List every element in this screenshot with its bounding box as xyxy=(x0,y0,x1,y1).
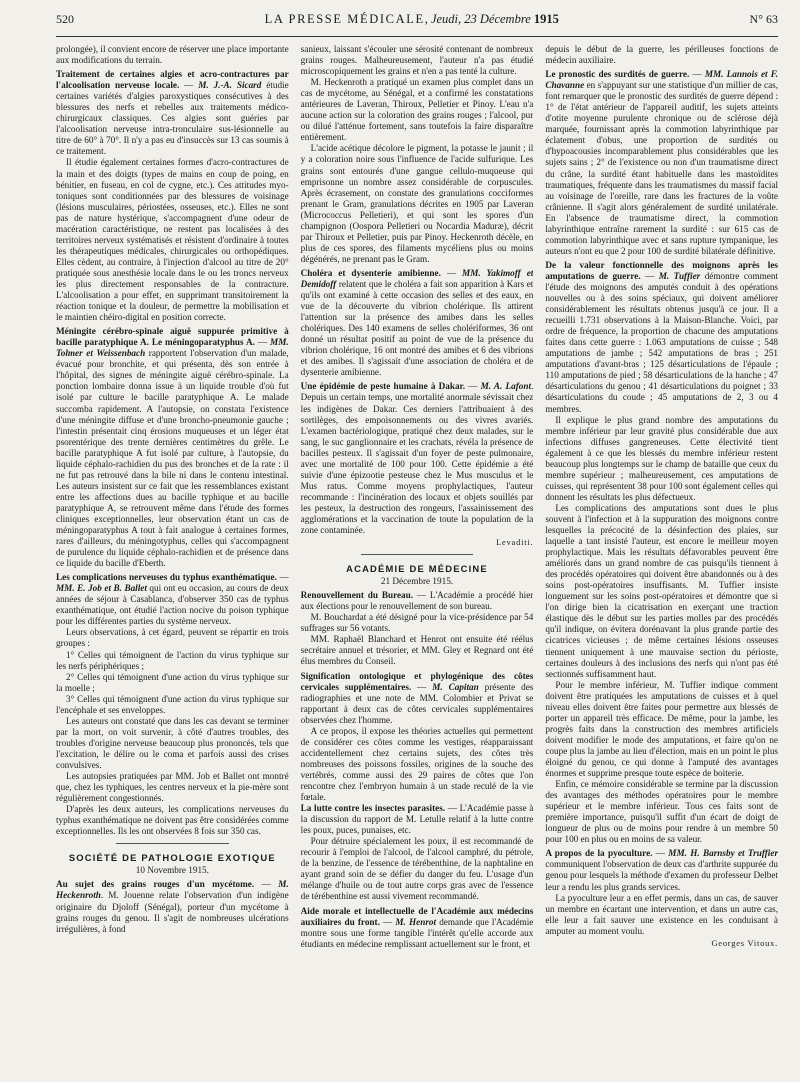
article-title: Traitement de certaines algies et acro-contractures par l'alcoolisation nerveuse locale. xyxy=(56,69,289,91)
article-capitan: Signification ontologique et phylogénique des côtes cervicales supplémentaires. — M. Capitan présente des radiographies et une note de MM. Colombier et Privat se rapportant à deux cas de côtes cervicales supplémentaires observées chez l'homme. xyxy=(300,670,534,725)
section-date: 21 Décembre 1915. xyxy=(380,576,454,587)
list-item: 1° Celles qui témoignent de l'action du virus typhique sur les nerfs périphériques ; xyxy=(56,649,289,671)
article-heckenroth: Au sujet des grains rouges d'un mycétome. — M. Heckenroth. M. Jouenne relate l'observation d'un indigène originaire du Djoloff (Sénégal), porteur d'un mycétome à grains rouges du genou. Il s'agit de nombreuses ulcérations irrégulières, à fond xyxy=(56,879,289,934)
article-title: Choléra et dysenterie amibienne. xyxy=(300,267,441,278)
article-text: M. Jouenne relate l'observation d'un indigène originaire du Djoloff (Sénégal), porteur d'un mycétome à grains rouges du genou. Il s'agit de nombreuses ulcérations irrégulières, à fond xyxy=(56,890,289,934)
article-text: présente des radiographies et une note de MM. Colombier et Privat se rapportant à deux cas de côtes cervicales supplémentaires observées chez l'homme. xyxy=(300,681,534,725)
article-title: La lutte contre les insectes parasites. xyxy=(300,803,446,814)
article-text: étudie certaines variétés d'algies paroxystiques consécutives à des blessures des nerfs et rebelles aux traitements médico-chirurgicaux classiques. Ces algies sont guéries par l'alcoolisation nerveuse intra-tronculaire sus-lésionnelle au titre de 60° à 70°. Il n'y a pas eu d'insuccès sur 13 cas soumis à ce traitement. xyxy=(56,80,289,157)
article-henrot: Aide morale et intellectuelle de l'Académie aux médecins auxiliaires du front. — M. Henrot demande que l'Académie montre sous une forme tangible l'intérêt qu'elle accorde aux étudiants en médecine remplissant actuellement sur le front, et xyxy=(300,905,534,949)
article-text: Depuis un certain temps, une mortalité anormale sévissait chez les indigènes de Dakar. Ces derniers l'attribuaient à des sortilèges, des empoisonnements ou des vivres avariés. L'examen bactériologique, pratiqué chez deux malades, sur le sang, le suc ganglionnaire et les crachats, révéla la présence de bacilles pesteux. Il s'agissait d'un foyer de peste pulmonaire, avec une mortalité de 100 pour 100. Cette épidémie a été suivie d'une épizootie pesteuse chez le Mus musculus et le Mus ratus. Comme moyens prophylactiques, l'auteur recommande : l'incinération des locaux et objets souillés par les pesteux, la destruction des rongeurs, l'assainissement des agglomérations et la vaccination de toute la population de la zone contaminée. xyxy=(300,392,534,536)
article-author: MM. Tolmer et Weissenbach xyxy=(56,337,289,359)
column-3 xyxy=(545,44,778,1074)
paragraph: Les auteurs ont constaté que dans les cas devant se terminer par la mort, on voit survenir, à côté d'autres troubles, des troubles d'origine nerveuse beaucoup plus prononcés, tels que l'excitation, le délire ou le coma et parfois aussi des crises convulsives. xyxy=(56,715,289,770)
paragraph: D'après les deux auteurs, les complications nerveuses du typhus exanthématique ne doivent pas être considérées comme exceptionnelles. Ils les ont observées 8 fois sur 350 cas. xyxy=(56,804,289,837)
article-author: M. Tuffier xyxy=(658,270,701,281)
article-title: Une épidémie de peste humaine à Dakar. xyxy=(300,381,466,392)
article-title: Aide morale et intellectuelle de l'Académie aux médecins auxiliaires du front. xyxy=(300,905,534,927)
article-title: Le pronostic des surdités de guerre. xyxy=(545,69,690,80)
article-barnsby: A propos de la pyoculture. — MM. H. Barnsby et Truffier communiquent l'observation de deux cas d'arthrite suppurée du genou pour lesquels la méthode d'examen du professeur Delbet leur a rendu les plus grands services. xyxy=(545,848,779,892)
article-title: Les complications nerveuses du typhus exanthématique. xyxy=(56,572,277,583)
signature: Georges Vitoux. xyxy=(711,938,779,948)
column-1 xyxy=(56,44,289,1074)
signature: Levaditi. xyxy=(496,538,534,548)
section-date: 10 Novembre 1915. xyxy=(135,865,209,876)
article-text: rapportent l'observation d'un malade, évacué pour bronchite, et qui présenta, dès son entrée à l'hôpital, des signes de méningite aiguë cérébro-spinale. La ponction lombaire donna issue à un liquide trouble d'où fut isolé par culture le bacille paratyphique A. Le malade succomba rapidement. A l'autopsie, on constata l'existence d'une méningite diffuse et d'une broncho-pneumonie gauche ; l'intestin présentait cinq érosions muqueuses et un léger état psorentérique des trente dernières centimètres du grêle. Le bacille paratyphique A fut isolé par culture, à l'autopsie, du liquide céphalo-rachidien du pus des bronches et de la rate : il ne fut pas retrouvé dans la bile ni dans le contenu intestinal. Les auteurs insistent sur ce fait que les ressemblances existant entre les affections dues au bacille typhique et au bacille paratyphique A, se retrouvent même dans l'étude des formes cliniques exceptionnelles, leur observation étant un cas de méningoparatyphus A tout à fait analogue à certaines formes, rares d'ailleurs, du méningotyphus, celles qui s'accompagnent de purulence du liquide céphalo-rachidien et de présence dans ce liquide du bacille d'Eberth. xyxy=(56,348,289,569)
paragraph: Il étudie également certaines formes d'acro-contractures de la main et des doigts (types de mains en coup de poing, en bénitier, en fuseau, en col de cygne, etc.). Ces attitudes myo-toniques sont conditionnées par des blessures de voisinage (lésions musculaires, périostées, osseuses, etc.). Elles ne sont pas de nature hystérique, s'accompagnent d'une odeur de macération caractéristique, ne restent pas localisées à des territoires nerveux systématisés et résistent d'ordinaire à toutes les thérapeutiques médicales, chirurgicales ou orthopédiques. Elles cèdent, au contraire, à l'injection d'alcool au titre de 20° pratiquée sous anesthésie locale dans le ou les troncs nerveux les plus directement responsables de la contracture. L'alcoolisation a pour effet, en supprimant transitoirement la réaction tonique et la douleur, de permettre la mobilisation et le maintien chéiro-digital en position correcte. xyxy=(56,157,289,323)
paragraph: Les autopsies pratiquées par MM. Job et Ballet ont montré que, chez les typhiques, les centres nerveux et la pie-mère sont régulièrement congestionnés. xyxy=(56,771,289,804)
page-number: 520 xyxy=(56,12,74,26)
journal-title-line: LA PRESSE MÉDICALE, Jeudi, 23 Décembre 1915 xyxy=(264,12,559,26)
article-author: MM. H. Barnsby et Truffier xyxy=(668,848,779,859)
article-yakimoff: Choléra et dysenterie amibienne. — MM. Yakimoff et Demidoff relatent que le choléra a fait son apparition à Kars et qu'ils ont examiné à cette occasion des selles et des eaux, en vue de la découverte du vibrion cholérique. Ils attirent l'attention sur la présence des amibes dans les selles cholériques. Des 140 examens de selles cholériformes, 36 ont donné un résultat positif au point de vue de la présence du vibrion cholérique, 16 ont montré des amibes et 6 des vibrions et des amibes. Il s'agissait d'une association de choléra et de dysenterie amibienne. xyxy=(300,267,534,378)
paragraph: M. Bouchardat a été désigné pour la vice-présidence par 54 suffrages sur 56 votants. xyxy=(300,612,534,634)
paragraph: A ce propos, il expose les théories actuelles qui permettent de considérer ces côtes comme les vestiges, réapparaissant accidentellement chez certains sujets, des côtes très nombreuses des poissons fossiles, origines de la souche des vertébrés, comme aussi des 29 paires de côtes que l'on rencontre chez l'embryon humain à un stade reculé de la vie fœtale. xyxy=(300,725,534,803)
article-text: communiquent l'observation de deux cas d'arthrite suppurée du genou pour lesquels la méthode d'examen du professeur Delbet leur a rendu les plus grands services. xyxy=(545,859,779,892)
paragraph: sanieux, laissant s'écouler une sérosité contenant de nombreux grains rouges. Malheureusement, l'auteur n'a pas étudié microscopiquement les grains et n'en a pas tenté la culture. xyxy=(300,44,534,77)
paragraph: Pour le membre inférieur, M. Tuffier indique comment doivent être pratiquées les amputations de cuisses et à quel niveau elles doivent être faites pour permettre aux blessés de porter un appareil très efficace. De même, pour la jambe, les progrès faits dans la construction des membres artificiels doivent modifier le mode des amputations, et faire qu'on ne coupe plus la jambe au lieu d'élection, mais en un point le plus éloigné du genou, ce qui donne à l'amputé des avantages énormes et supprime presque toute espèce de boiterie. xyxy=(545,679,779,779)
journal-name: LA PRESSE MÉDICALE xyxy=(264,12,425,26)
article-author: M. Capitan xyxy=(432,681,479,692)
article-lannois: Le pronostic des surdités de guerre. — MM. Lannois et F. Chavanne en s'appuyant sur une statistique d'un millier de cas, font remarquer que le pronostic des surdités de guerre dépend : 1° de l'état antérieur de l'appareil auditif, les sujets atteints d'otite moyenne purulente chronique ou de sclérose déjà marquée, fournissant après la commotion labyrinthique par éclatement d'obus, une proportion de surdités ou d'hypoacousies incomparablement plus considérables que les sujets sains ; 2° de l'existence ou non d'un traumatisme direct du crâne, la surdité étant habituelle dans les mastoïdites traumatiques, fréquente dans les traumatismes du massif facial au voisinage de l'oreille, rare dans les fractures de la voûte crânienne. Il s'agit alors généralement de surdité unilatérale. En l'absence de traumatisme direct, la commotion labyrinthique entraîne rarement la surdité : sur 615 cas de commotion labyrinthique avec et sans rupture tympanique, les auteurs n'ont eu que 2 pour 100 de surdité bilatérale définitive. xyxy=(545,69,779,256)
section-title: ACADÉMIE DE MÉDECINE xyxy=(346,563,488,575)
paragraph: MM. Raphaël Blanchard et Henrot ont ensuite été réélus secrétaire annuel et trésorier, et MM. Gley et Regnard ont été élus membres du Conseil. xyxy=(300,634,534,667)
column-2 xyxy=(301,44,534,1074)
article-author: MM. Lannois et F. Chavanne xyxy=(545,69,779,91)
article-title: A propos de la pyoculture. xyxy=(545,848,653,859)
article-text: L'Académie passe à la discussion du rapport de M. Letulle relatif à la lutte contre les poux, puces, punaises, etc. xyxy=(300,803,534,836)
paragraph: Leurs observations, à cet égard, peuvent se répartir en trois groupes : xyxy=(56,627,289,649)
article-tolmer: Méningite cérébro-spinale aiguë suppurée primitive à bacille paratyphique A. Le méningoparatyphus A. — MM. Tolmer et Weissenbach rapportent l'observation d'un malade, évacué pour bronchite, et qui présenta, dès son entrée à l'hôpital, des signes de méningite aiguë cérébro-spinale. La ponction lombaire donna issue à un liquide trouble d'où fut isolé par culture le bacille paratyphique A. Le malade succomba rapidement. A l'autopsie, on constata l'existence d'une méningite diffuse et d'une broncho-pneumonie gauche ; l'intestin présentait cinq érosions muqueuses et un léger état psorentérique des trente dernières centimètres du grêle. Le bacille paratyphique A fut isolé par culture, à l'autopsie, du liquide céphalo-rachidien du pus des bronches et de la rate : il ne fut pas retrouvé dans la bile ni dans le contenu intestinal. Les auteurs insistent sur ce fait que les ressemblances existant entre les affections dues au bacille typhique et au bacille paratyphique A, se retrouvent même dans l'étude des formes cliniques exceptionnelles, leur observation étant un cas de méningoparatyphus A tout à fait analogue à certaines formes, rares d'ailleurs, du méningotyphus, celles qui s'accompagnent de purulence du liquide céphalo-rachidien et de présence dans ce liquide du bacille d'Eberth. xyxy=(56,326,289,569)
paragraph: La pyoculture leur a en effet permis, dans un cas, de sauver un membre en écartant une intervention, et dans un autre cas, elle leur a fait sauver une existence en les conduisant à amputer au moment voulu. xyxy=(545,892,779,936)
paragraph: Enfin, ce mémoire considérable se termine par la discussion des avantages des méthodes opératoires pour le membre supérieur et le membre inférieur. Tous ces faits sont de première importance, puisqu'il suffit d'un écart de doigt de longueur de plus ou de moins pour rendre à un membre 50 pour 100 en plus ou en moins de sa valeur. xyxy=(545,779,779,845)
text-columns xyxy=(56,44,778,1074)
article-title: Renouvellement du Bureau. xyxy=(300,590,414,601)
article-tuffier: De la valeur fonctionnelle des moignons après les amputations de guerre. — M. Tuffier démontre comment l'étude des moignons des amputés conduit à des opérations nouvelles ou à des soins spéciaux, qui doivent améliorer considérablement les résultats obtenus jusqu'à ce jour. Il a recueilli 1.731 observations à la Maison-Blanche. Voici, par ordre de fréquence, la proportion de chacune des amputations faites dans cette guerre : 1.063 amputations de cuisse ; 548 amputations de jambe ; 542 amputations de bras ; 251 amputations d'avant-bras ; 125 désarticulations de l'épaule ; 110 amputations de pied ; 58 désarticulations de la hanche ; 47 désarticulations du genou ; 41 désarticulations du poignet ; 33 désarticulations du coude ; 45 amputations de 2, 3 ou 4 membres. xyxy=(545,259,779,414)
page-header xyxy=(56,12,778,34)
section-divider xyxy=(116,843,229,844)
article-author: M. Heckenroth xyxy=(56,879,289,901)
issue-date: Jeudi, 23 Décembre xyxy=(430,12,531,26)
header-rule xyxy=(56,36,778,37)
paragraph: Il explique le plus grand nombre des amputations du membre inférieur par leur gravité plus considérable due aux infections diffuses gangreneuses. Cette électivité tient également à ce que les blessés du membre inférieur restent beaucoup plus longtemps sur le champ de bataille que ceux du membre supérieur ; malheureusement, ces amputations de cuisses, qui représentent 38 pour 100 sont également celles qui donnent les résultats les plus défectueux. xyxy=(545,414,779,502)
issue-number: N° 63 xyxy=(749,12,778,26)
article-author: MM. E. Job et B. Ballet xyxy=(56,583,147,594)
article-job-ballet: Les complications nerveuses du typhus exanthématique. — MM. E. Job et B. Ballet qui ont eu occasion, au cours de deux années de séjour à Casablanca, d'observer 350 cas de typhus exanthématique, ont étudié l'action nocive du poison typhique pour les différentes parties du système nerveux. xyxy=(56,572,289,627)
article-sicard: Traitement de certaines algies et acro-contractures par l'alcoolisation nerveuse locale. — M. J.-A. Sicard étudie certaines variétés d'algies paroxystiques consécutives à des blessures des nerfs et rebelles aux traitements médico-chirurgicaux classiques. Ces algies sont guéries par l'alcoolisation nerveuse intra-tronculaire sus-lésionnelle au titre de 60° à 70°. Il n'y a pas eu d'insuccès sur 13 cas soumis à ce traitement. xyxy=(56,69,289,157)
list-item: 2° Celles qui témoignent d'une action du virus typhique sur la moelle ; xyxy=(56,671,289,693)
section-divider xyxy=(361,554,474,555)
article-author: M. A. Lafont xyxy=(480,381,532,392)
article-text: qui ont eu occasion, au cours de deux années de séjour à Casablanca, d'observer 350 cas de typhus exanthématique, ont étudié l'action nocive du poison typhique pour les différentes parties du système nerveux. xyxy=(56,583,289,627)
article-title: De la valeur fonctionnelle des moignons après les amputations de guerre. xyxy=(545,259,779,281)
section-title: SOCIÉTÉ DE PATHOLOGIE EXOTIQUE xyxy=(68,852,276,864)
paragraph: M. Heckenroth a pratiqué un examen plus complet dans un cas de mycétome, au Sénégal, et a confirmé les constatations antérieures de Laveran, Thiroux, Pelletier et Pinoy. L'eau n'a aucune action sur la coloration des grains rouges ; l'alcool, pur ou dilué l'atténue fortement, sans toutefois la faire disparaître entièrement. xyxy=(300,77,534,143)
article-bureau: Renouvellement du Bureau. — L'Académie a procédé hier aux élections pour le renouvellement de son bureau. xyxy=(300,590,534,612)
article-insectes: La lutte contre les insectes parasites. — L'Académie passe à la discussion du rapport de M. Letulle relatif à la lutte contre les poux, puces, punaises, etc. xyxy=(300,803,534,836)
article-text: demande que l'Académie montre sous une forme tangible l'intérêt qu'elle accorde aux étudiants en médecine remplissant actuellement sur le front, et xyxy=(300,916,534,949)
article-text: L'Académie a procédé hier aux élections pour le renouvellement de son bureau. xyxy=(300,590,534,612)
paragraph: Les complications des amputations sont dues le plus souvent à l'infection et à la suppuration des moignons contre lesquelles la précocité de la désinfection des plaies, sur laquelle a tant insisté l'auteur, est encore le meilleur moyen prophylactique. Mais les résultats défavorables peuvent être améliorés dans un grand nombre de cas puisqu'ils tiennent à des procédés opératoires qui doivent être abandonnés ou à des soins post-opératoires insuffisants. M. Tuffier insiste longuement sur les soins post-opératoires et démontre que si l'on dirige bien la cicatrisation en exerçant une traction élastique dès le début sur les parties molles par des procédés qu'il indique, on évitera dorénavant la plus grande partie des cicatrices vicieuses ; de même certaines lésions osseuses tiennent uniquement à une mauvaise section du périoste, certaines douleurs à des inclusions des nerfs qui n'ont pas été sectionnés suffisamment haut. xyxy=(545,502,779,679)
list-item: 3° Celles qui témoignent d'une action du virus typhique sur l'encéphale et ses enveloppes. xyxy=(56,693,289,715)
issue-year: 1915 xyxy=(533,12,559,26)
paragraph: depuis le début de la guerre, les périlleuses fonctions de médecin auxiliaire. xyxy=(545,44,779,66)
paragraph: L'acide acétique décolore le pigment, la potasse le jaunit ; il y a coloration noire sous l'influence de l'acide sulfurique. Les grains sont entourés d'une gangue cellulo-muqueuse qui emprisonne un nombre assez considérable de corpuscules. Après écrasement, on constate des granulations cocciformes prenant le Gram, granulations décrites en 1905 par Laveran (Micrococcus Pelletieri), et qui sont les spores d'un champignon (Oospora Pelletieri ou Nocardia Maduræ), décrit par Thiroux et Pelletier, puis par Pinoy. Heckenroth décèle, en plus de ces spores, des filaments mycéliens plus ou moins dégénérés, ne prenant pas le Gram. xyxy=(300,143,534,264)
article-text: démontre comment l'étude des moignons des amputés conduit à des opérations nouvelles ou à des soins spéciaux, qui doivent améliorer considérablement les résultats obtenus jusqu'à ce jour. Il a recueilli 1.731 observations à la Maison-Blanche. Voici, par ordre de fréquence, la proportion de chacune des amputations faites dans cette guerre : 1.063 amputations de cuisse ; 548 amputations de jambe ; 542 amputations de bras ; 251 amputations d'avant-bras ; 125 désarticulations de l'épaule ; 110 amputations de pied ; 58 désarticulations de la hanche ; 47 désarticulations du genou ; 41 désarticulations du poignet ; 33 désarticulations du coude ; 45 amputations de 2, 3 ou 4 membres. xyxy=(545,270,779,414)
article-text: relatent que le choléra a fait son apparition à Kars et qu'ils ont examiné à cette occasion des selles et des eaux, en vue de la découverte du vibrion cholérique. Ils attirent l'attention sur la présence des amibes dans les selles cholériques. Des 140 examens de selles cholériformes, 36 ont donné un résultat positif au point de vue de la présence du vibrion cholérique, 16 ont montré des amibes et 6 des vibrions et des amibes. Il s'agissait d'une association de choléra et de dysenterie amibienne. xyxy=(300,278,534,378)
article-author: MM. Yakimoff et Demidoff xyxy=(300,267,534,289)
article-author: M. J.-A. Sicard xyxy=(198,80,262,91)
article-lafont: Une épidémie de peste humaine à Dakar. — M. A. Lafont. Depuis un certain temps, une mortalité anormale sévissait chez les indigènes de Dakar. Ces derniers l'attribuaient à des sortilèges, des empoisonnements ou des vivres avariés. L'examen bactériologique, pratiqué chez deux malades, sur le sang, le suc ganglionnaire et les crachats, révéla la présence de bacilles pesteux. Il s'agissait d'un foyer de peste pulmonaire, avec une mortalité de 100 pour 100. Cette épidémie a été suivie d'une épizootie pesteuse chez le Mus musculus et le Mus ratus. Comme moyens prophylactiques, l'auteur recommande : l'incinération des locaux et objets souillés par les pesteux, la destruction des rongeurs, l'assainissement des agglomérations et la vaccination de toute la population de la zone contaminée. xyxy=(300,381,534,536)
article-author: M. Henrot xyxy=(395,916,437,927)
paragraph: prolongée), il convient encore de réserver une place importante aux modifications du terrain. xyxy=(56,44,289,66)
article-text: en s'appuyant sur une statistique d'un millier de cas, font remarquer que le pronostic des surdités de guerre dépend : 1° de l'état antérieur de l'appareil auditif, les sujets atteints d'otite moyenne purulente chronique ou de sclérose déjà marquée, fournissant après la commotion labyrinthique par éclatement d'obus, une proportion de surdités ou d'hypoacousies incomparablement plus considérables que les sujets sains ; 2° de l'existence ou non d'un traumatisme direct du crâne, la surdité étant habituelle dans les mastoïdites traumatiques, fréquente dans les traumatismes du massif facial au voisinage de l'oreille, rare dans les fractures de la voûte crânienne. Il s'agit alors généralement de surdité unilatérale. En l'absence de traumatisme direct, la commotion labyrinthique entraîne rarement la surdité : sur 615 cas de commotion labyrinthique avec et sans rupture tympanique, les auteurs n'ont eu que 2 pour 100 de surdité bilatérale définitive. xyxy=(545,80,779,256)
article-title: Méningite cérébro-spinale aiguë suppurée primitive à bacille paratyphique A. Le méningoparatyphus A. xyxy=(56,326,289,348)
paragraph: Pour détruire spécialement les poux, il est recommandé de recourir à l'emploi de l'alcool, de l'alcool camphré, du pétrole, de la benzine, de l'essence de térébenthine, de la naphtaline en ayant grand soin de se défier du danger du feu. L'usage d'un mélange d'huile ou de tout autre corps gras avec de l'essence de térébenthine est aussi vivement recommandé. xyxy=(300,836,534,902)
article-title: Signification ontologique et phylogénique des côtes cervicales supplémentaires. xyxy=(300,670,534,692)
article-title: Au sujet des grains rouges d'un mycétome. xyxy=(56,879,255,890)
